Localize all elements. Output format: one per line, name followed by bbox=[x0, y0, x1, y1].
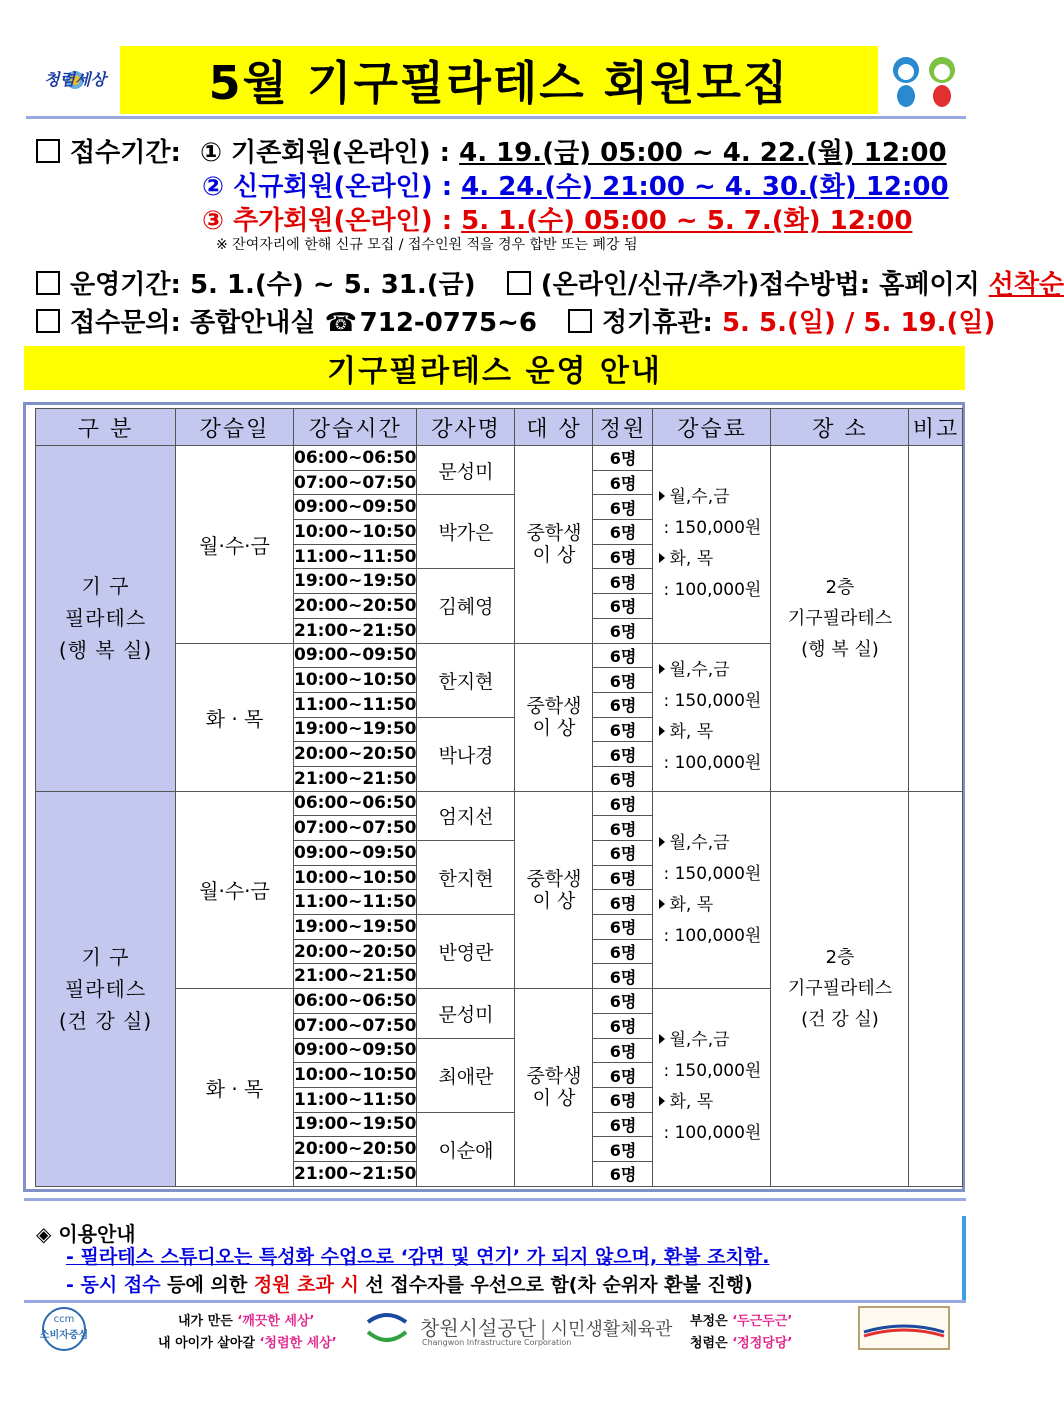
time-cell: 09:00~09:50 bbox=[294, 1038, 417, 1063]
fee-line bbox=[659, 748, 770, 779]
fee-line bbox=[659, 717, 770, 748]
triangle-bullet-icon bbox=[659, 1096, 665, 1106]
capacity-cell: 6명 bbox=[593, 939, 653, 964]
notice-divider bbox=[24, 1198, 966, 1201]
category-line: 필라테스 bbox=[64, 606, 147, 631]
time-cell: 10:00~10:50 bbox=[294, 668, 417, 693]
reception-period-3: 5. 1.(수) 05:00 ~ 5. 7.(화) 12:00 bbox=[461, 206, 913, 236]
checkbox-icon bbox=[36, 271, 60, 295]
instructor-cell: 이순애 bbox=[417, 1112, 515, 1186]
fee-text: : 100,000원 bbox=[663, 753, 762, 774]
fee-cell bbox=[653, 791, 771, 989]
checkbox-icon bbox=[568, 309, 592, 333]
time-cell: 20:00~20:50 bbox=[294, 1137, 417, 1162]
footer-slogan-1-a: 내가 만든 bbox=[178, 1314, 238, 1329]
category-line: 기 구 bbox=[81, 944, 130, 969]
category-line: (건 강 실) bbox=[58, 1008, 153, 1033]
instructor-cell: 문성미 bbox=[417, 989, 515, 1038]
org-logo-icon bbox=[364, 1308, 410, 1350]
triangle-bullet-icon bbox=[659, 1034, 665, 1044]
fee-cell bbox=[653, 643, 771, 791]
header-place: 장 소 bbox=[771, 409, 909, 446]
target-line: 이 상 bbox=[532, 889, 576, 912]
fee-text: : 150,000원 bbox=[663, 691, 762, 712]
triangle-bullet-icon bbox=[659, 726, 665, 736]
footer-slogan-1-b: ‘깨끗한 세상’ bbox=[237, 1314, 315, 1329]
notice-line-1: - 필라테스 스튜디오는 특성화 수업으로 ‘감면 및 연기’ 가 되지 않으며, 환불 조치함. bbox=[66, 1246, 770, 1268]
ccm-badge-label: 소비자중심 bbox=[39, 1330, 89, 1341]
footer-slogan-3 bbox=[690, 1310, 792, 1329]
category-line: 필라테스 bbox=[64, 976, 147, 1001]
section-title: 기구필라테스 운영 안내 bbox=[24, 346, 965, 390]
time-cell: 07:00~07:50 bbox=[294, 816, 417, 841]
phone-icon: ☎ bbox=[324, 308, 357, 338]
time-cell: 10:00~10:50 bbox=[294, 865, 417, 890]
time-cell: 21:00~21:50 bbox=[294, 766, 417, 791]
table-header-row bbox=[36, 409, 963, 446]
fee-line bbox=[659, 482, 770, 513]
capacity-cell: 6명 bbox=[593, 520, 653, 545]
capacity-cell: 6명 bbox=[593, 1161, 653, 1186]
fee-text: : 100,000원 bbox=[663, 580, 762, 601]
notice-line-2-dash: - bbox=[66, 1274, 81, 1296]
time-cell: 19:00~19:50 bbox=[294, 1112, 417, 1137]
target-cell bbox=[515, 446, 593, 644]
capacity-cell: 6명 bbox=[593, 1063, 653, 1088]
time-cell: 09:00~09:50 bbox=[294, 495, 417, 520]
capacity-cell: 6명 bbox=[593, 989, 653, 1014]
fee-line bbox=[659, 921, 770, 952]
ccm-badge-icon bbox=[36, 1306, 92, 1352]
capacity-cell: 6명 bbox=[593, 964, 653, 989]
closed-label: 정기휴관: bbox=[602, 308, 713, 338]
instructor-cell: 김혜영 bbox=[417, 569, 515, 643]
fee-text: 월,수,금 bbox=[669, 487, 730, 508]
capacity-cell: 6명 bbox=[593, 816, 653, 841]
time-cell: 19:00~19:50 bbox=[294, 915, 417, 940]
place-line: 기구필라테스 bbox=[787, 607, 893, 629]
category-cell bbox=[36, 791, 176, 1186]
closed-value: 5. 5.(일) / 5. 19.(일) bbox=[721, 308, 996, 338]
notice-heading: ◈ 이용안내 bbox=[36, 1222, 136, 1246]
fee-line bbox=[659, 686, 770, 717]
time-cell: 21:00~21:50 bbox=[294, 1161, 417, 1186]
capacity-cell: 6명 bbox=[593, 1087, 653, 1112]
footer-slogan-3-a: 부정은 bbox=[690, 1314, 733, 1329]
method-value: 홈페이지 bbox=[879, 270, 980, 300]
certificate-seal-icon bbox=[858, 1306, 950, 1350]
footer-slogan-2 bbox=[158, 1332, 337, 1351]
remark-cell bbox=[909, 791, 963, 1186]
target-line: 중학생 bbox=[526, 522, 582, 545]
capacity-cell: 6명 bbox=[593, 1137, 653, 1162]
notice-line-2-end: 선 접수자를 우선으로 함(차 순위자 환불 진행) bbox=[358, 1274, 753, 1296]
time-cell: 11:00~11:50 bbox=[294, 692, 417, 717]
category-line: (행 복 실) bbox=[58, 638, 153, 663]
time-cell: 06:00~06:50 bbox=[294, 989, 417, 1014]
capacity-cell: 6명 bbox=[593, 742, 653, 767]
capacity-cell: 6명 bbox=[593, 841, 653, 866]
capacity-cell: 6명 bbox=[593, 569, 653, 594]
time-cell: 10:00~10:50 bbox=[294, 1063, 417, 1088]
reception-period-row-3 bbox=[202, 200, 912, 237]
reception-num-1: ① bbox=[199, 138, 222, 168]
capacity-cell: 6명 bbox=[593, 1112, 653, 1137]
notice-side-bar bbox=[962, 1216, 966, 1300]
header-days: 강습일 bbox=[176, 409, 294, 446]
operation-row bbox=[36, 264, 1064, 301]
inquiry-label: 접수문의: bbox=[70, 308, 181, 338]
target-cell bbox=[515, 643, 593, 791]
place-line: (건 강 실) bbox=[801, 1009, 879, 1031]
fee-text: 월,수,금 bbox=[669, 660, 730, 681]
capacity-cell: 6명 bbox=[593, 1038, 653, 1063]
checkbox-icon bbox=[36, 309, 60, 333]
place-line: 기구필라테스 bbox=[787, 978, 893, 1000]
fee-text: 화, 목 bbox=[669, 1092, 714, 1113]
fee-line bbox=[659, 1025, 770, 1056]
capacity-cell: 6명 bbox=[593, 668, 653, 693]
header-time: 강습시간 bbox=[294, 409, 417, 446]
place-line: 2층 bbox=[825, 947, 855, 969]
inquiry-value: 종합안내실 bbox=[189, 308, 316, 338]
ccm-badge-text: ccm bbox=[53, 1314, 75, 1325]
triangle-bullet-icon bbox=[659, 899, 665, 909]
reception-note: ※ 잔여자리에 한해 신규 모집 / 접수인원 적을 경우 합반 또는 폐강 됨 bbox=[216, 237, 638, 253]
header-fee: 강습료 bbox=[653, 409, 771, 446]
days-cell: 월·수·금 bbox=[176, 446, 294, 644]
footer-slogan-4-b: ‘정정당당’ bbox=[732, 1336, 793, 1351]
category-line: 기 구 bbox=[81, 574, 130, 599]
capacity-cell: 6명 bbox=[593, 594, 653, 619]
integrity-logo bbox=[40, 55, 110, 105]
fee-line bbox=[659, 544, 770, 575]
footer-slogan-4-a: 청렴은 bbox=[690, 1336, 733, 1351]
integrity-logo-text: 청렴세상 bbox=[44, 70, 106, 89]
org-name: 창원시설공단 | 시민생활체육관 bbox=[420, 1316, 673, 1340]
capacity-cell: 6명 bbox=[593, 915, 653, 940]
place-line: (행 복 실) bbox=[801, 638, 879, 660]
time-cell: 09:00~09:50 bbox=[294, 841, 417, 866]
fee-line bbox=[659, 1056, 770, 1087]
footer-slogan-2-a: 내 아이가 살아갈 bbox=[158, 1336, 260, 1351]
fee-text: : 150,000원 bbox=[663, 1061, 762, 1082]
capacity-cell: 6명 bbox=[593, 495, 653, 520]
method-label: (온라인/신규/추가)접수방법: bbox=[540, 270, 871, 300]
fee-text: 월,수,금 bbox=[669, 1030, 730, 1051]
category-cell bbox=[36, 446, 176, 792]
instructor-cell: 박나경 bbox=[417, 717, 515, 791]
time-cell: 07:00~07:50 bbox=[294, 1013, 417, 1038]
reception-num-3: ③ bbox=[202, 206, 225, 236]
time-cell: 20:00~20:50 bbox=[294, 939, 417, 964]
operation-value: 5. 1.(수) ~ 5. 31.(금) bbox=[189, 270, 476, 300]
fee-line bbox=[659, 575, 770, 606]
table-row bbox=[36, 791, 963, 816]
reception-type-3: 추가회원(온라인) : bbox=[233, 206, 453, 236]
target-line: 중학생 bbox=[526, 695, 582, 718]
reception-type-2: 신규회원(온라인) : bbox=[233, 172, 453, 202]
capacity-cell: 6명 bbox=[593, 717, 653, 742]
time-cell: 11:00~11:50 bbox=[294, 544, 417, 569]
footer-slogan-3-b: ‘두근두근’ bbox=[732, 1314, 793, 1329]
instructor-cell: 문성미 bbox=[417, 446, 515, 495]
target-line: 이 상 bbox=[532, 1087, 576, 1110]
place-cell bbox=[771, 791, 909, 1186]
capacity-cell: 6명 bbox=[593, 692, 653, 717]
time-cell: 21:00~21:50 bbox=[294, 964, 417, 989]
operation-label: 운영기간: bbox=[70, 270, 181, 300]
schedule-table bbox=[35, 408, 963, 1187]
fee-line bbox=[659, 513, 770, 544]
fee-text: : 100,000원 bbox=[663, 925, 762, 946]
page-title: 5월 기구필라테스 회원모집 bbox=[120, 46, 878, 114]
header-remark: 비고 bbox=[909, 409, 963, 446]
fee-text: 화, 목 bbox=[669, 549, 714, 570]
mascot-icon bbox=[886, 52, 964, 110]
reception-period-row-1 bbox=[36, 132, 947, 169]
triangle-bullet-icon bbox=[659, 664, 665, 674]
time-cell: 20:00~20:50 bbox=[294, 594, 417, 619]
target-line: 이 상 bbox=[532, 544, 576, 567]
fee-text: 화, 목 bbox=[669, 722, 714, 743]
target-cell bbox=[515, 989, 593, 1187]
triangle-bullet-icon bbox=[659, 553, 665, 563]
target-line: 중학생 bbox=[526, 867, 582, 890]
target-cell bbox=[515, 791, 593, 989]
time-cell: 10:00~10:50 bbox=[294, 520, 417, 545]
capacity-cell: 6명 bbox=[593, 446, 653, 471]
fee-line bbox=[659, 1087, 770, 1118]
place-cell bbox=[771, 446, 909, 792]
header-divider bbox=[26, 116, 966, 119]
fee-text: : 150,000원 bbox=[663, 518, 762, 539]
instructor-cell: 엄지선 bbox=[417, 791, 515, 840]
header-instructor: 강사명 bbox=[417, 409, 515, 446]
fee-text: 월,수,금 bbox=[669, 832, 730, 853]
capacity-cell: 6명 bbox=[593, 544, 653, 569]
checkbox-icon bbox=[36, 139, 60, 163]
reception-num-2: ② bbox=[202, 172, 225, 202]
fee-text: 화, 목 bbox=[669, 894, 714, 915]
method-emphasis: 선착순 bbox=[988, 270, 1064, 300]
days-cell: 화 · 목 bbox=[176, 989, 294, 1187]
fee-line bbox=[659, 859, 770, 890]
footer-slogan-4 bbox=[690, 1332, 792, 1351]
org-name-en: Changwon Infrastructure Corporation bbox=[422, 1338, 572, 1347]
reception-period-row-2 bbox=[202, 166, 949, 203]
fee-line bbox=[659, 655, 770, 686]
capacity-cell: 6명 bbox=[593, 470, 653, 495]
table-row bbox=[36, 446, 963, 471]
reception-type-1: 기존회원(온라인) : bbox=[231, 138, 451, 168]
footer-slogan-2-b: ‘청렴한 세상’ bbox=[259, 1336, 337, 1351]
time-cell: 07:00~07:50 bbox=[294, 470, 417, 495]
capacity-cell: 6명 bbox=[593, 643, 653, 668]
capacity-cell: 6명 bbox=[593, 766, 653, 791]
days-cell: 월·수·금 bbox=[176, 791, 294, 989]
org-name-sub: 시민생활체육관 bbox=[550, 1319, 673, 1340]
remark-cell bbox=[909, 446, 963, 792]
header-category: 구 분 bbox=[36, 409, 176, 446]
time-cell: 20:00~20:50 bbox=[294, 742, 417, 767]
time-cell: 21:00~21:50 bbox=[294, 618, 417, 643]
checkbox-icon bbox=[507, 271, 531, 295]
notice-line-2-emph-1: 동시 접수 bbox=[80, 1274, 161, 1296]
notice-line-2 bbox=[66, 1270, 753, 1297]
fee-line bbox=[659, 828, 770, 859]
fee-cell bbox=[653, 446, 771, 644]
capacity-cell: 6명 bbox=[593, 791, 653, 816]
time-cell: 06:00~06:50 bbox=[294, 446, 417, 471]
time-cell: 11:00~11:50 bbox=[294, 890, 417, 915]
triangle-bullet-icon bbox=[659, 491, 665, 501]
time-cell: 19:00~19:50 bbox=[294, 569, 417, 594]
footer-divider bbox=[24, 1300, 966, 1303]
footer-slogan-1 bbox=[178, 1310, 315, 1329]
fee-line bbox=[659, 1118, 770, 1149]
triangle-bullet-icon bbox=[659, 837, 665, 847]
notice-line-2-emph-2: 정원 초과 시 bbox=[253, 1274, 359, 1296]
org-name-main: 창원시설공단 bbox=[420, 1316, 536, 1340]
capacity-cell: 6명 bbox=[593, 865, 653, 890]
inquiry-phone: 712-0775~6 bbox=[359, 308, 537, 338]
inquiry-row bbox=[36, 302, 995, 339]
target-line: 이 상 bbox=[532, 717, 576, 740]
reception-label: 접수기간: bbox=[70, 138, 181, 168]
time-cell: 06:00~06:50 bbox=[294, 791, 417, 816]
place-line: 2층 bbox=[825, 576, 855, 598]
instructor-cell: 박가은 bbox=[417, 495, 515, 569]
reception-period-2: 4. 24.(수) 21:00 ~ 4. 30.(화) 12:00 bbox=[461, 172, 949, 202]
fee-cell bbox=[653, 989, 771, 1187]
days-cell: 화 · 목 bbox=[176, 643, 294, 791]
time-cell: 11:00~11:50 bbox=[294, 1087, 417, 1112]
target-line: 중학생 bbox=[526, 1065, 582, 1088]
time-cell: 09:00~09:50 bbox=[294, 643, 417, 668]
instructor-cell: 최애란 bbox=[417, 1038, 515, 1112]
reception-period-1: 4. 19.(금) 05:00 ~ 4. 22.(월) 12:00 bbox=[459, 138, 947, 168]
fee-text: : 150,000원 bbox=[663, 863, 762, 884]
capacity-cell: 6명 bbox=[593, 618, 653, 643]
time-cell: 19:00~19:50 bbox=[294, 717, 417, 742]
instructor-cell: 한지현 bbox=[417, 841, 515, 915]
instructor-cell: 반영란 bbox=[417, 915, 515, 989]
header-capacity: 정원 bbox=[593, 409, 653, 446]
capacity-cell: 6명 bbox=[593, 890, 653, 915]
notice-line-2-mid: 등에 의한 bbox=[160, 1274, 254, 1296]
fee-text: : 100,000원 bbox=[663, 1123, 762, 1144]
capacity-cell: 6명 bbox=[593, 1013, 653, 1038]
fee-line bbox=[659, 890, 770, 921]
header-target: 대 상 bbox=[515, 409, 593, 446]
instructor-cell: 한지현 bbox=[417, 643, 515, 717]
